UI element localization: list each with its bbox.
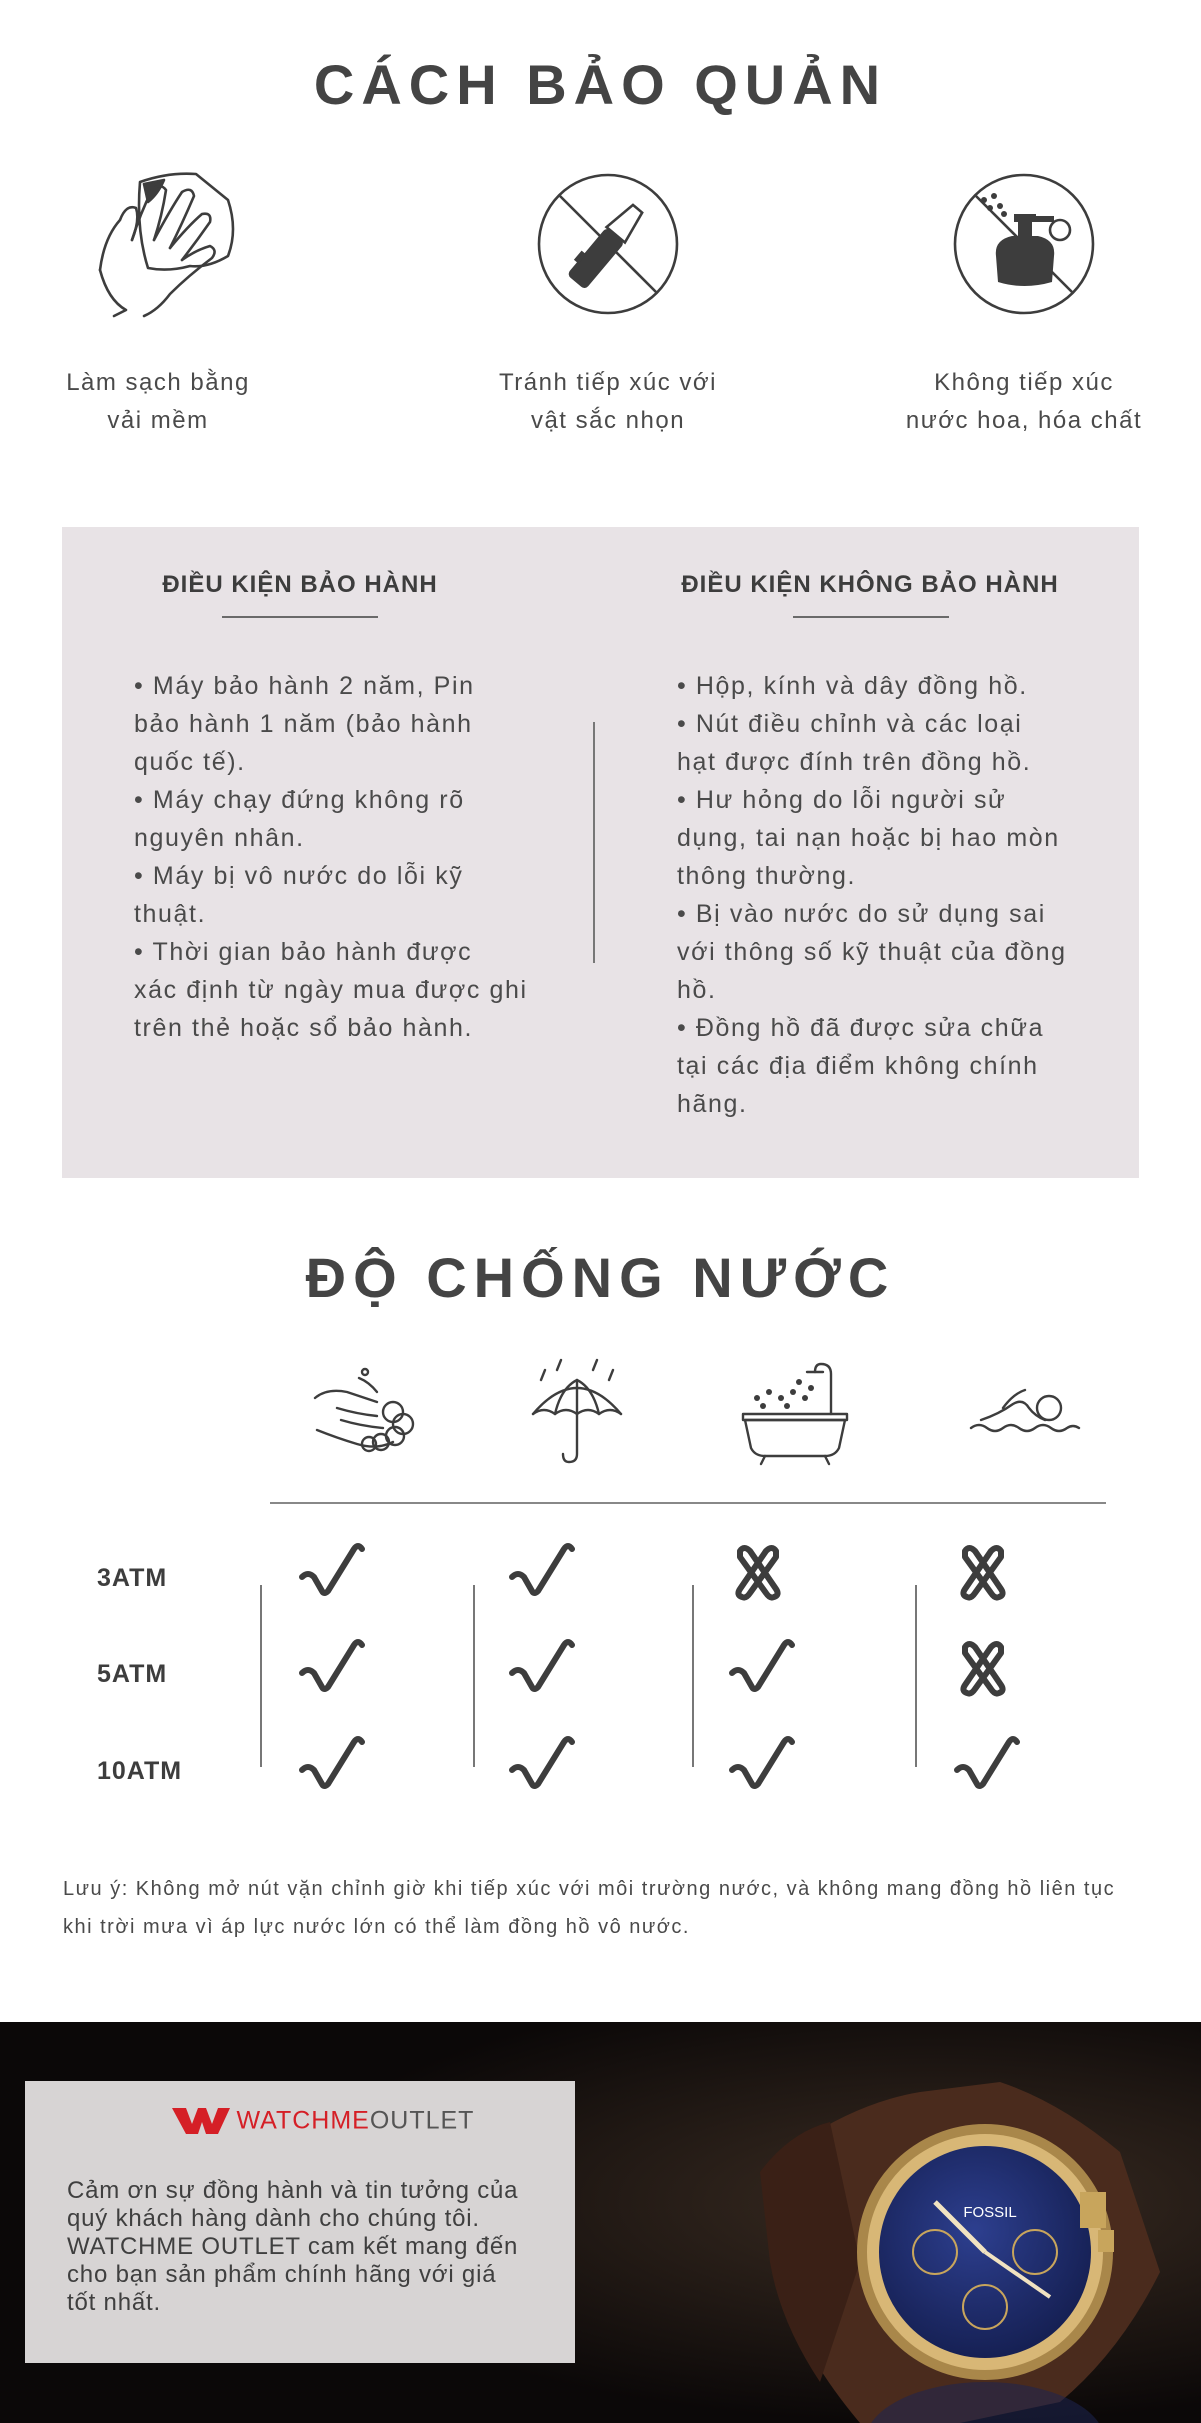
no-warranty-title-underline (793, 616, 949, 618)
check-mark-icon (498, 1537, 578, 1607)
water-column-divider (915, 1585, 917, 1767)
bathtub-icon (735, 1358, 855, 1468)
swimming-icon (965, 1358, 1085, 1468)
check-mark-icon (288, 1633, 368, 1703)
water-column-divider (692, 1585, 694, 1767)
care-title: CÁCH BẢO QUẢN (313, 53, 888, 116)
row-label-10atm: 10ATM (97, 1757, 183, 1785)
check-mark-icon (943, 1730, 1023, 1800)
check-mark-icon (288, 1537, 368, 1607)
brand-name-part2: OUTLET (369, 2106, 475, 2135)
warranty-title-underline (222, 616, 378, 618)
check-mark-icon (498, 1633, 578, 1703)
water-column-divider (260, 1585, 262, 1767)
check-mark-icon (288, 1730, 368, 1800)
water-column-divider (473, 1585, 475, 1767)
care-item-1-label: Làm sạch bằng vải mềm (66, 369, 250, 434)
no-sharp-object-icon (528, 164, 688, 324)
care-item-3-label: Không tiếp xúc nước hoa, hóa chất (905, 369, 1143, 434)
water-resistance-title: ĐỘ CHỐNG NƯỚC (305, 1246, 896, 1309)
no-warranty-title: ĐIỀU KIỆN KHÔNG BẢO HÀNH (681, 571, 1059, 598)
warranty-divider (593, 722, 595, 963)
brand-logo (170, 2104, 474, 2138)
brand-name-part1: WATCHME (236, 2106, 370, 2135)
cross-mark-icon (718, 1537, 798, 1607)
hand-washing-icon (307, 1358, 427, 1468)
row-label-3atm: 3ATM (97, 1564, 168, 1592)
brand-w-logo-icon (170, 2104, 232, 2138)
check-mark-icon (718, 1730, 798, 1800)
check-mark-icon (718, 1633, 798, 1703)
rain-umbrella-icon (517, 1358, 637, 1468)
cross-mark-icon (943, 1537, 1023, 1607)
water-table-header-line (270, 1502, 1106, 1504)
watch-dial-brand: FOSSIL (963, 2204, 1017, 2221)
warranty-conditions-list: • Máy bảo hành 2 năm, Pin bảo hành 1 năm (bảo hành quốc tế). • Máy chạy đứng không rõ nguyên nhân. • Máy bị vô nước do lỗi kỹ thuật. • Thời gian bảo hành được xác định từ ngày mua được ghi trên thẻ hoặc sổ bảo hành. (134, 672, 528, 1042)
no-warranty-conditions-list: • Hộp, kính và dây đồng hồ. • Nút điều chỉnh và các loại hạt được đính trên đồng hồ. • Hư hỏng do lỗi người sử dụng, tai nạn hoặc bị hao mòn thông thường. • Bị vào nước do sử dụng sai với thông số kỹ thuật của đồng hồ. • Đồng hồ đã được sửa chữa tại các địa điểm không chính hãng. (677, 672, 1067, 1118)
cross-mark-icon (943, 1633, 1023, 1703)
no-perfume-icon (944, 164, 1104, 324)
warranty-title: ĐIỀU KIỆN BẢO HÀNH (162, 571, 438, 598)
thank-you-message: Cảm ơn sự đồng hành và tin tưởng của quý khách hàng dành cho chúng tôi. WATCHME OUTLET cam kết mang đến cho bạn sản phẩm chính hãng với giá tốt nhất. (67, 2177, 519, 2316)
care-item-2-label: Tránh tiếp xúc với vật sắc nhọn (499, 369, 717, 434)
row-label-5atm: 5ATM (97, 1660, 168, 1688)
hand-cloth-icon (78, 160, 238, 320)
check-mark-icon (498, 1730, 578, 1800)
water-note: Lưu ý: Không mở nút vặn chỉnh giờ khi tiếp xúc với môi trường nước, và không mang đồng hồ liên tục khi trời mưa vì áp lực nước lớn có thể làm đồng hồ vô nước. (63, 1878, 1116, 1938)
